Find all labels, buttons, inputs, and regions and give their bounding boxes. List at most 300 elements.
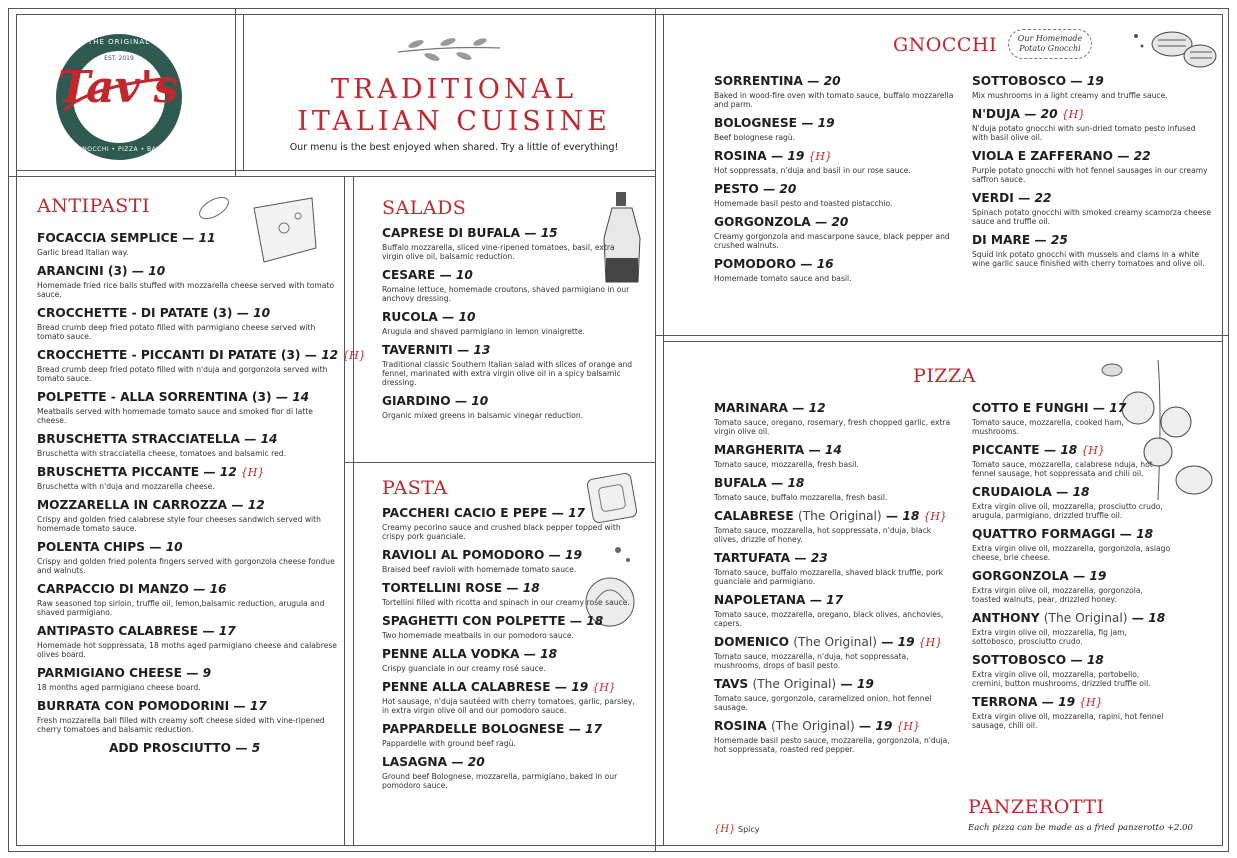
spicy-icon: {H} bbox=[1081, 444, 1105, 457]
menu-item-title: TERRONA — 19 {H} bbox=[972, 695, 1103, 709]
menu-item-price: 20 bbox=[779, 182, 797, 196]
menu-item-price: 14 bbox=[292, 390, 310, 404]
menu-item bbox=[382, 268, 637, 303]
menu-item-name: VIOLA E ZAFFERANO bbox=[972, 149, 1113, 163]
menu-item-title: BRUSCHETTA STRACCIATELLA — 14 bbox=[37, 432, 278, 446]
menu-item-price: 17 bbox=[1109, 401, 1127, 415]
menu-item-description: Creamy pecorino sauce and crushed black pepper topped with crispy pork guanciale. bbox=[382, 523, 621, 541]
menu-item-name: ROSINA bbox=[714, 719, 767, 733]
menu-item-name: CROCCHETTE - DI PATATE (3) bbox=[37, 306, 233, 320]
menu-item bbox=[382, 226, 637, 261]
menu-item bbox=[714, 593, 954, 628]
menu-item-price: 19 bbox=[1086, 74, 1104, 88]
menu-item bbox=[714, 443, 954, 469]
menu-item-title: MARINARA — 12 bbox=[714, 401, 826, 415]
menu-item-name: PACCHERI CACIO E PEPE bbox=[382, 506, 548, 520]
menu-item-name: SPAGHETTI CON POLPETTE bbox=[382, 614, 566, 628]
menu-item bbox=[37, 231, 337, 257]
menu-item-description: Raw seasoned top sirloin, truffle oil, lemon,balsamic reduction, arugula and shaved parmigiano. bbox=[37, 599, 325, 617]
menu-item-description: Tomato sauce, oregano, rosemary, fresh chopped garlic, extra virgin olive oil. bbox=[714, 418, 951, 436]
menu-item-name: QUATTRO FORMAGGI bbox=[972, 527, 1116, 541]
menu-item-price: 10 bbox=[458, 310, 476, 324]
menu-item-description: Extra virgin olive oil, mozzarella, portobello, cremini, button mushrooms, drizzled truffle oil. bbox=[972, 670, 1151, 688]
menu-item-name: CESARE bbox=[382, 268, 436, 282]
menu-item-description: Tomato sauce, mozzarella, cooked ham, mushrooms. bbox=[972, 418, 1124, 436]
menu-item-price: 23 bbox=[810, 551, 828, 565]
menu-item bbox=[382, 581, 637, 607]
menu-item-description: Homemade fried rice balls stuffed with mozzarella cheese served with tomato sauce. bbox=[37, 281, 335, 299]
menu-item-name: DOMENICO bbox=[714, 635, 789, 649]
menu-item-description: Tomato sauce, mozzarella, oregano, black olives, anchovies, capers. bbox=[714, 610, 944, 628]
menu-item-title: PARMIGIANO CHEESE — 9 bbox=[37, 666, 212, 680]
menu-item bbox=[37, 306, 337, 341]
menu-item-name: TARTUFATA bbox=[714, 551, 791, 565]
menu-item-description: Tomato sauce, gorgonzola, caramelized onion, hot fennel sausage. bbox=[714, 694, 932, 712]
inner-right-line bbox=[1222, 14, 1223, 846]
menu-item-title: CAPRESE DI BUFALA — 15 bbox=[382, 226, 558, 240]
menu-item-title: GORGONZOLA — 19 bbox=[972, 569, 1107, 583]
menu-item-description: Homemade basil pesto sauce, mozzarella, gorgonzola, n'duja, hot soppressata, roasted red pepper. bbox=[714, 736, 950, 754]
menu-item bbox=[714, 182, 954, 208]
menu-item bbox=[382, 647, 637, 673]
menu-item bbox=[972, 443, 1172, 478]
menu-item bbox=[714, 635, 954, 670]
menu-item-price: 18 bbox=[902, 509, 920, 523]
menu-item-price: 17 bbox=[585, 722, 602, 736]
panzerotti-note: Each pizza can be made as a fried panzerotto +2.00 bbox=[968, 823, 1193, 833]
menu-item-description: Tomato sauce, mozzarella, n'duja, hot soppressata, mushrooms, drops of basil pesto. bbox=[714, 652, 909, 670]
menu-item-description: Homemade tomato sauce and basil. bbox=[714, 274, 852, 283]
menu-item-name: GORGONZOLA bbox=[972, 569, 1069, 583]
spicy-icon: {H} bbox=[1079, 696, 1103, 709]
gnocchi-left-list bbox=[714, 74, 954, 290]
menu-item-price: 19 bbox=[817, 116, 835, 130]
menu-item bbox=[714, 401, 954, 436]
menu-item-description: Spinach potato gnocchi with smoked creamy scamorza cheese sauce and truffle oil. bbox=[972, 208, 1211, 226]
menu-item bbox=[37, 699, 337, 734]
menu-item-title: SOTTOBOSCO — 19 bbox=[972, 74, 1104, 88]
menu-item-name: FOCACCIA SEMPLICE bbox=[37, 231, 178, 245]
menu-item-name: GIARDINO bbox=[382, 394, 451, 408]
menu-item-name: VERDI bbox=[972, 191, 1014, 205]
pizza-left-list bbox=[714, 401, 954, 761]
menu-item bbox=[37, 465, 337, 491]
col-divider-left-2 bbox=[353, 176, 354, 846]
menu-item-title: BOLOGNESE — 19 bbox=[714, 116, 835, 130]
menu-item bbox=[382, 343, 637, 387]
menu-item-description: Creamy gorgonzola and mascarpone sauce, black pepper and crushed walnuts. bbox=[714, 232, 950, 250]
menu-item-name: POLPETTE - ALLA SORRENTINA (3) bbox=[37, 390, 272, 404]
menu-item-description: Crispy guanciale in our creamy rosé sauce. bbox=[382, 664, 546, 673]
menu-item-description: Arugula and shaved parmigiano in lemon vinaigrette. bbox=[382, 327, 585, 336]
menu-item-name: DI MARE bbox=[972, 233, 1031, 247]
panzerotti-title: PANZEROTTI bbox=[968, 796, 1105, 818]
menu-item-price: 16 bbox=[209, 582, 227, 596]
spicy-icon: {H} bbox=[592, 681, 616, 694]
menu-item bbox=[382, 614, 637, 640]
menu-item-description: Extra virgin olive oil, mozzarella, rapini, hot fennel sausage, chili oil. bbox=[972, 712, 1164, 730]
menu-item bbox=[37, 666, 337, 692]
gnocchi-pizza-divider bbox=[656, 335, 1229, 336]
menu-item-description: Extra virgin olive oil, mozzarella, fig jam, sottobosco, prosciutto crudo. bbox=[972, 628, 1127, 646]
menu-item-price: 19 bbox=[571, 680, 589, 694]
menu-item-title: VIOLA E ZAFFERANO — 22 bbox=[972, 149, 1151, 163]
menu-item bbox=[714, 551, 954, 586]
menu-item bbox=[972, 569, 1172, 604]
menu-item-title: SOTTOBOSCO — 18 bbox=[972, 653, 1104, 667]
menu-item-price: 19 bbox=[856, 677, 874, 691]
addon-prosciutto: ADD PROSCIUTTO — 5 bbox=[109, 741, 261, 755]
menu-item-title: SPAGHETTI CON POLPETTE — 18 bbox=[382, 614, 604, 628]
menu-item-price: 10 bbox=[253, 306, 271, 320]
menu-item-title: ROSINA (The Original) — 19 {H} bbox=[714, 719, 920, 733]
menu-item-price: 17 bbox=[218, 624, 236, 638]
logo-divider-line bbox=[235, 8, 236, 176]
menu-item-price: 19 bbox=[787, 149, 805, 163]
menu-item-title: BRUSCHETTA PICCANTE — 12 {H} bbox=[37, 465, 265, 479]
menu-item-name: RUCOLA bbox=[382, 310, 438, 324]
menu-item-title: CRUDAIOLA — 18 bbox=[972, 485, 1090, 499]
logo-est-text: EST. 2019 bbox=[104, 55, 134, 62]
menu-item-description: Baked in wood-fire oven with tomato sauce, buffalo mozzarella and parm. bbox=[714, 91, 954, 109]
menu-item-name: ANTHONY bbox=[972, 611, 1040, 625]
menu-item-description: Squid ink potato gnocchi with mussels and clams in a white wine garlic sauce finished with cherry tomatoes and olive oil. bbox=[972, 250, 1205, 268]
menu-item-name: GORGONZOLA bbox=[714, 215, 811, 229]
menu-item-price: 9 bbox=[202, 666, 212, 680]
menu-item-title: GIARDINO — 10 bbox=[382, 394, 489, 408]
spicy-icon: {H} bbox=[896, 720, 920, 733]
menu-item-description: Ground beef Bolognese, mozzarella, parmigiano, baked in our pomodoro sauce. bbox=[382, 772, 618, 790]
menu-item-name: MARGHERITA bbox=[714, 443, 805, 457]
inner-left-line bbox=[16, 14, 17, 846]
inner-bottom-line bbox=[16, 845, 1223, 846]
spicy-icon: {H} bbox=[918, 636, 943, 649]
menu-item-price: 19 bbox=[875, 719, 893, 733]
menu-item-price: 17 bbox=[568, 506, 586, 520]
menu-item-title: RUCOLA — 10 bbox=[382, 310, 476, 324]
menu-item-title: VERDI — 22 bbox=[972, 191, 1052, 205]
menu-item-name: PICCANTE bbox=[972, 443, 1040, 457]
menu-item bbox=[714, 74, 954, 109]
menu-item-title: PENNE ALLA CALABRESE — 19 {H} bbox=[382, 680, 616, 694]
menu-item-title: PESTO — 20 bbox=[714, 182, 797, 196]
menu-item bbox=[972, 149, 1212, 184]
spicy-icon: {H} bbox=[808, 150, 832, 163]
menu-item-title: DOMENICO (The Original) — 19 {H} bbox=[714, 635, 943, 649]
menu-item-description: Tomato sauce, mozzarella, calabrese nduja, hot fennel sausage, hot soppressata and chili oil. bbox=[972, 460, 1153, 478]
menu-item-title: QUATTRO FORMAGGI — 18 bbox=[972, 527, 1154, 541]
menu-item-price: 13 bbox=[473, 343, 491, 357]
antipasti-title: ANTIPASTI bbox=[37, 195, 150, 217]
menu-item-name: BURRATA CON POMODORINI bbox=[37, 699, 230, 713]
menu-item bbox=[714, 257, 954, 283]
menu-item-description: Tomato sauce, buffalo mozzarella, shaved black truffle, pork guanciale and parmigiano. bbox=[714, 568, 943, 586]
menu-item-title: NAPOLETANA — 17 bbox=[714, 593, 844, 607]
menu-item-title: POMODORO — 16 bbox=[714, 257, 834, 271]
menu-item-original-tag: (The Original) bbox=[1043, 611, 1128, 625]
menu-item-price: 18 bbox=[1148, 611, 1166, 625]
salads-list bbox=[382, 226, 637, 427]
spicy-icon: {H} bbox=[342, 349, 366, 362]
col-divider-mid-2 bbox=[663, 14, 664, 846]
gnocchi-pizza-divider-2 bbox=[663, 341, 1223, 342]
menu-item bbox=[972, 191, 1212, 226]
menu-item-name: PENNE ALLA CALABRESE bbox=[382, 680, 551, 694]
menu-item-description: Traditional classic Southern Italian salad with slices of orange and fennel, marinated with extra virgin olive oil in a spicy balsamic dressing. bbox=[382, 360, 633, 387]
menu-item-description: Homemade basil pesto and toasted pistacchio. bbox=[714, 199, 893, 208]
menu-item bbox=[972, 527, 1172, 562]
menu-item-title: DI MARE — 25 bbox=[972, 233, 1068, 247]
spicy-legend-text: Spicy bbox=[738, 825, 760, 834]
menu-item-price: 18 bbox=[787, 476, 805, 490]
menu-item-original-tag: (The Original) bbox=[770, 719, 855, 733]
menu-item-price: 25 bbox=[1050, 233, 1068, 247]
outer-bottom-line bbox=[8, 851, 1229, 852]
menu-item bbox=[382, 680, 637, 715]
menu-item-title: GORGONZOLA — 20 bbox=[714, 215, 849, 229]
menu-item-title: BUFALA — 18 bbox=[714, 476, 805, 490]
spicy-icon: {H} bbox=[923, 510, 947, 523]
menu-item bbox=[714, 677, 954, 712]
menu-item-price: 10 bbox=[471, 394, 489, 408]
menu-item-price: 12 bbox=[321, 348, 339, 362]
menu-item-name: CROCCHETTE - PICCANTI DI PATATE (3) bbox=[37, 348, 301, 362]
gnocchi-badge: Our Homemade Potato Gnocchi bbox=[1008, 29, 1092, 59]
menu-item-name: CRUDAIOLA bbox=[972, 485, 1052, 499]
menu-item-description: Crispy and golden fried calabrese style four cheeses sandwich served with homemade tomato sauce. bbox=[37, 515, 321, 533]
menu-item-name: PAPPARDELLE BOLOGNESE bbox=[382, 722, 565, 736]
pizza-title: PIZZA bbox=[913, 365, 976, 387]
menu-item bbox=[37, 498, 337, 533]
menu-item bbox=[972, 233, 1212, 268]
menu-item-title: PICCANTE — 18 {H} bbox=[972, 443, 1105, 457]
menu-item-title: ARANCINI (3) — 10 bbox=[37, 264, 166, 278]
menu-item-name: SORRENTINA bbox=[714, 74, 803, 88]
menu-item-title: CROCCHETTE - PICCANTI DI PATATE (3) — 12 {H} bbox=[37, 348, 366, 362]
menu-item bbox=[37, 390, 337, 425]
menu-item-name: TORTELLINI ROSE bbox=[382, 581, 503, 595]
menu-item-price: 18 bbox=[540, 647, 558, 661]
pasta-title: PASTA bbox=[382, 477, 448, 499]
menu-item-price: 16 bbox=[816, 257, 834, 271]
menu-item-price: 14 bbox=[824, 443, 842, 457]
outer-right-line bbox=[1228, 8, 1229, 852]
menu-item-description: Meatballs served with homemade tomato sauce and smoked fior di latte cheese. bbox=[37, 407, 313, 425]
menu-title-line1: TRADITIONAL bbox=[330, 74, 577, 105]
menu-item-name: ROSINA bbox=[714, 149, 767, 163]
menu-item-title: PACCHERI CACIO E PEPE — 17 bbox=[382, 506, 586, 520]
logo-bottom-text: GNOCCHI • PIZZA • BAR bbox=[77, 146, 161, 153]
menu-item-title: POLPETTE - ALLA SORRENTINA (3) — 14 bbox=[37, 390, 310, 404]
menu-item-description: Bread crumb deep fried potato filled with parmigiano cheese served with tomato sauce. bbox=[37, 323, 316, 341]
olive-branch-icon bbox=[394, 32, 504, 66]
menu-item-price: 15 bbox=[540, 226, 558, 240]
menu-item-name: PARMIGIANO CHEESE bbox=[37, 666, 182, 680]
menu-item-price: 10 bbox=[148, 264, 166, 278]
logo-name: Tav's bbox=[57, 62, 179, 113]
menu-item-name: CARPACCIO DI MANZO bbox=[37, 582, 189, 596]
menu-item-name: SOTTOBOSCO bbox=[972, 74, 1067, 88]
menu-item-name: ARANCINI (3) bbox=[37, 264, 128, 278]
menu-item-name: RAVIOLI AL POMODORO bbox=[382, 548, 545, 562]
menu-item-name: BUFALA bbox=[714, 476, 767, 490]
menu-item-description: Buffalo mozzarella, sliced vine-ripened tomatoes, basil, extra virgin olive oil, balsamic reduction. bbox=[382, 243, 615, 261]
menu-item-title: CESARE — 10 bbox=[382, 268, 473, 282]
menu-item-price: 22 bbox=[1034, 191, 1052, 205]
menu-item-description: Bruschetta with stracciatella cheese, tomatoes and balsamic red. bbox=[37, 449, 287, 458]
menu-item bbox=[972, 107, 1212, 142]
inner-top-line bbox=[16, 14, 1223, 15]
menu-item-title: PAPPARDELLE BOLOGNESE — 17 bbox=[382, 722, 602, 736]
menu-item-title: LASAGNA — 20 bbox=[382, 755, 485, 769]
outer-top-line bbox=[8, 8, 1229, 9]
col-divider-left bbox=[344, 176, 345, 846]
pasta-list bbox=[382, 506, 637, 797]
menu-item-title: ANTHONY (The Original) — 18 bbox=[972, 611, 1166, 625]
menu-item-name: LASAGNA bbox=[382, 755, 448, 769]
menu-item-price: 20 bbox=[831, 215, 849, 229]
menu-item-title: CARPACCIO DI MANZO — 16 bbox=[37, 582, 227, 596]
menu-item-description: Romaine lettuce, homemade croutons, shaved parmigiano in our anchovy dressing. bbox=[382, 285, 630, 303]
menu-item-price: 19 bbox=[565, 548, 582, 562]
menu-item bbox=[37, 624, 337, 659]
menu-item-price: 18 bbox=[1060, 443, 1078, 457]
menu-item-price: 12 bbox=[247, 498, 265, 512]
menu-item-description: Tortellini filled with ricotta and spinach in our creamy rose sauce. bbox=[382, 598, 630, 607]
menu-item bbox=[37, 264, 337, 299]
menu-item-name: CALABRESE bbox=[714, 509, 794, 523]
menu-item bbox=[714, 215, 954, 250]
menu-item-price: 18 bbox=[586, 614, 604, 628]
menu-item-title: TAVS (The Original) — 19 bbox=[714, 677, 874, 691]
pizza-right-list bbox=[972, 401, 1172, 737]
spicy-legend-symbol: {H} bbox=[714, 824, 736, 835]
menu-item bbox=[37, 582, 337, 617]
spicy-legend bbox=[714, 824, 760, 835]
menu-item bbox=[37, 348, 366, 383]
menu-item-price: 20 bbox=[823, 74, 841, 88]
menu-item-price: 18 bbox=[522, 581, 540, 595]
menu-item-price: 18 bbox=[1072, 485, 1090, 499]
menu-title-line2: ITALIAN CUISINE bbox=[297, 106, 611, 137]
menu-item-name: ANTIPASTO CALABRESE bbox=[37, 624, 199, 638]
menu-item-description: Tomato sauce, mozzarella, hot soppressata, n'duja, black olives, drizzle of honey. bbox=[714, 526, 932, 544]
menu-item-title: PENNE ALLA VODKA — 18 bbox=[382, 647, 558, 661]
menu-item-title: RAVIOLI AL POMODORO — 19 bbox=[382, 548, 582, 562]
outer-left-line bbox=[8, 8, 9, 852]
menu-item-title: TORTELLINI ROSE — 18 bbox=[382, 581, 540, 595]
menu-item-name: MOZZARELLA IN CARROZZA bbox=[37, 498, 228, 512]
menu-item-name: TAVERNITI bbox=[382, 343, 453, 357]
menu-item-price: 19 bbox=[897, 635, 915, 649]
menu-item-name: TAVS bbox=[714, 677, 749, 691]
menu-item-name: BRUSCHETTA STRACCIATELLA bbox=[37, 432, 240, 446]
menu-item-price: 12 bbox=[808, 401, 826, 415]
menu-item bbox=[972, 653, 1172, 688]
menu-item-description: Purple potato gnocchi with hot fennel sausages in our creamy saffron sauce. bbox=[972, 166, 1208, 184]
menu-item-name: BOLOGNESE bbox=[714, 116, 797, 130]
menu-item-description: Bread crumb deep fried potato filled with n'duja and gorgonzola served with tomato sauce. bbox=[37, 365, 328, 383]
menu-item-title: MOZZARELLA IN CARROZZA — 12 bbox=[37, 498, 265, 512]
menu-item bbox=[972, 74, 1212, 100]
menu-item-price: 10 bbox=[455, 268, 473, 282]
menu-item bbox=[382, 722, 637, 748]
menu-item-description: Homemade hot soppressata, 18 moths aged parmigiano cheese and calabrese olives board. bbox=[37, 641, 337, 659]
menu-item-name: PENNE ALLA VODKA bbox=[382, 647, 520, 661]
menu-item-description: Hot sausage, n'duja sautéed with cherry tomatoes, garlic, parsley, in extra virgin olive oil and our pomodoro sauce. bbox=[382, 697, 635, 715]
gnocchi-title: GNOCCHI bbox=[893, 34, 998, 56]
salads-pasta-divider bbox=[344, 462, 656, 463]
menu-item-title: BURRATA CON POMODORINI — 17 bbox=[37, 699, 267, 713]
menu-item-description: Organic mixed greens in balsamic vinegar reduction. bbox=[382, 411, 584, 420]
menu-item-description: Tomato sauce, mozzarella, fresh basil. bbox=[714, 460, 859, 469]
menu-item-title: N'DUJA — 20 {H} bbox=[972, 107, 1086, 121]
menu-item bbox=[972, 401, 1172, 436]
menu-item-title: POLENTA CHIPS — 10 bbox=[37, 540, 183, 554]
menu-item-description: Braised beef ravioli with homemade tomato sauce. bbox=[382, 565, 577, 574]
menu-item-original-tag: (The Original) bbox=[752, 677, 837, 691]
gnocchi-right-list bbox=[972, 74, 1212, 275]
menu-item-price: 17 bbox=[826, 593, 844, 607]
menu-item-name: POMODORO bbox=[714, 257, 797, 271]
menu-item-title: ROSINA — 19 {H} bbox=[714, 149, 832, 163]
menu-item bbox=[382, 506, 637, 541]
menu-item-original-tag: (The Original) bbox=[793, 635, 877, 649]
menu-item-name: COTTO E FUNGHI bbox=[972, 401, 1089, 415]
menu-item bbox=[37, 432, 337, 458]
salads-title: SALADS bbox=[382, 197, 467, 219]
menu-item-description: Bruschetta with n'duja and mozzarella cheese. bbox=[37, 482, 215, 491]
menu-item-title: COTTO E FUNGHI — 17 bbox=[972, 401, 1127, 415]
menu-item-title: ANTIPASTO CALABRESE — 17 bbox=[37, 624, 236, 638]
menu-item bbox=[714, 509, 954, 544]
header-divider-line-2 bbox=[16, 170, 656, 171]
menu-item bbox=[714, 719, 954, 754]
menu-item-price: 18 bbox=[1136, 527, 1154, 541]
menu-item-title: CROCCHETTE - DI PATATE (3) — 10 bbox=[37, 306, 271, 320]
antipasti-list bbox=[37, 231, 366, 756]
menu-item bbox=[37, 540, 337, 575]
menu-item-price: 19 bbox=[1058, 695, 1076, 709]
menu-item-price: 14 bbox=[260, 432, 278, 446]
menu-item-name: MARINARA bbox=[714, 401, 788, 415]
menu-item-price: 20 bbox=[467, 755, 485, 769]
menu-item bbox=[382, 394, 637, 420]
menu-item-title: SORRENTINA — 20 bbox=[714, 74, 841, 88]
menu-item-price: 22 bbox=[1133, 149, 1151, 163]
menu-item-description: Extra virgin olive oil, mozzarella, prosciutto crudo, arugula, parmigiano, drizzled truffle oil. bbox=[972, 502, 1163, 520]
menu-item-price: 18 bbox=[1086, 653, 1104, 667]
spicy-icon: {H} bbox=[240, 466, 265, 479]
spicy-icon: {H} bbox=[1061, 108, 1086, 121]
menu-item-description: Pappardelle with ground beef ragù. bbox=[382, 739, 516, 748]
menu-item-description: Tomato sauce, buffalo mozzarella, fresh basil. bbox=[714, 493, 888, 502]
menu-item-name: BRUSCHETTA PICCANTE bbox=[37, 465, 200, 479]
menu-item bbox=[382, 548, 637, 574]
menu-item-price: 12 bbox=[219, 465, 237, 479]
menu-item-price: 19 bbox=[1089, 569, 1107, 583]
menu-item-description: Garlic bread Italian way. bbox=[37, 248, 129, 257]
menu-item-name: NAPOLETANA bbox=[714, 593, 806, 607]
menu-item-title: TARTUFATA — 23 bbox=[714, 551, 828, 565]
menu-item-price: 10 bbox=[165, 540, 183, 554]
menu-item-description: Mix mushrooms in a light creamy and truffle sauce. bbox=[972, 91, 1168, 100]
menu-item-title: FOCACCIA SEMPLICE — 11 bbox=[37, 231, 216, 245]
menu-item bbox=[714, 149, 954, 175]
menu-item bbox=[972, 611, 1172, 646]
menu-item-description: Fresh mozzarella ball filled with creamy soft cheese sided with vine-ripened cherry tomatoes and balsamic reduction. bbox=[37, 716, 325, 734]
menu-item bbox=[972, 695, 1172, 730]
